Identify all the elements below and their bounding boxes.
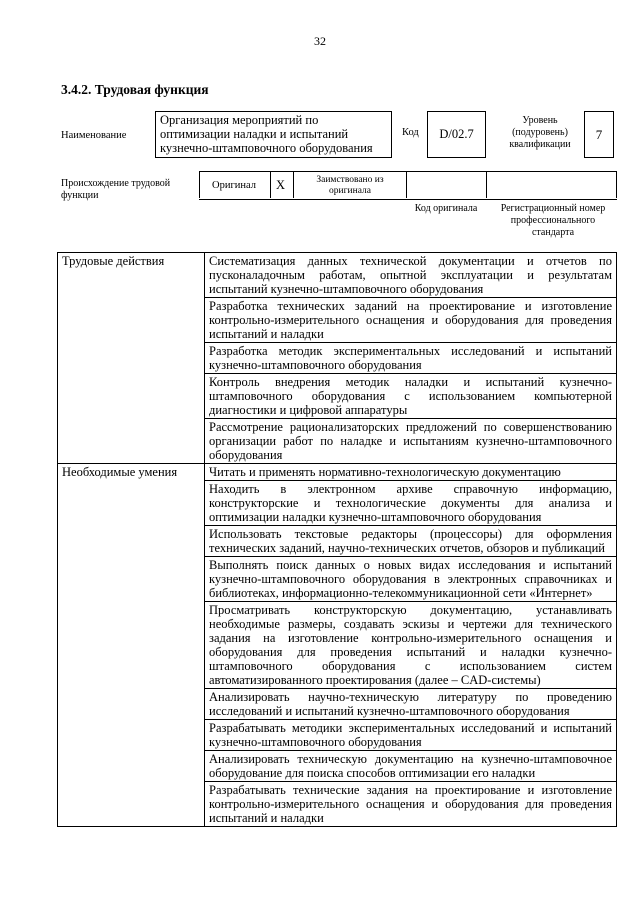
function-name-box [155,111,392,158]
table-cell: Разрабатывать технические задания на проектирование и изготовление контрольно-измерительного оснащения и оборудования для проведения испытаний и наладки [205,782,617,827]
code-label: Код [402,127,419,138]
origin-row [199,171,617,200]
level-value: 7 [595,126,603,142]
table-cell: Контроль внедрения методик наладки и испытаний кузнечно-штамповочного оборудования с использованием компьютерной диагностики и цифровой аппаратуры [205,374,617,419]
original-mark: X [276,178,286,192]
table-cell: Использовать текстовые редакторы (процессоры) для оформления технических заданий, научно-технических отчетов, обзоров и публикаций [205,526,617,557]
code-original-label: Код оригинала [414,203,478,214]
table-cell: Находить в электронном архиве справочную информацию, конструкторские и технологические документы для анализа и оптимизации наладки кузнечно-штамповочного оборудования [205,481,617,526]
level-label: Уровень (подуровень) квалификации [509,115,571,150]
table-cell: Разрабатывать методики экспериментальных исследований и испытаний кузнечно-штамповочного оборудования [205,720,617,751]
original-label: Оригинал [212,180,256,191]
table-cell: Выполнять поиск данных о новых видах исследования и испытаний кузнечно-штамповочного оборудования в электронных справочниках и библиотеках, информационно-телекоммуникационной сети «Интернет» [205,557,617,602]
table-cell: Анализировать научно-техническую литературу по проведению исследований и испытаний кузнечно-штамповочного оборудования [205,689,617,720]
function-table [57,252,617,827]
table-cell: Просматривать конструкторскую документацию, устанавливать необходимые размеры, создавать эскизы и чертежи для технического задания на изготовление контрольно-измерительного оснащения и оборудования для проведения испытаний и наладки кузнечно-штамповочного оборудования с использованием систем автоматизированного проектирования (далее – CAD-системы) [205,602,617,689]
table-cell: Разработка методик экспериментальных исследований и испытаний кузнечно-штамповочного оборудования [205,343,617,374]
table-cell: Анализировать техническую документацию на кузнечно-штамповочное оборудование для поиска способов оптимизации его наладки [205,751,617,782]
function-name-value: Организация мероприятий по оптимизации наладки и испытаний кузнечно-штамповочного оборудования [160,113,373,155]
category-required-skills: Необходимые умения [58,464,205,827]
category-labor-actions: Трудовые действия [58,253,205,464]
section-title: 3.4.2. Трудовая функция [61,82,209,97]
code-value-box [427,111,486,158]
name-label: Наименование [61,130,127,141]
origin-label: Происхождение трудовой функции [61,178,171,201]
table-cell: Систематизация данных технической документации и отчетов по пусконаладочным работам, опытной эксплуатации и результатам испытаний кузнечно-штамповочного оборудования [205,253,617,298]
page-number: 32 [314,34,326,48]
borrowed-label: Заимствовано из оригинала [316,175,384,196]
table-row [58,464,617,481]
table-row [58,253,617,298]
level-value-box [584,111,614,158]
code-value: D/02.7 [439,127,474,141]
table-cell: Читать и применять нормативно-технологическую документацию [205,464,617,481]
reg-number-label: Регистрационный номер профессионального стандарта [500,203,606,238]
table-cell: Рассмотрение рационализаторских предложений по совершенствованию организации работ по наладке и испытаниям кузнечно-штамповочного оборудования [205,419,617,464]
table-cell: Разработка технических заданий на проектирование и изготовление контрольно-измерительного оснащения и оборудования для проведения испытаний и наладки [205,298,617,343]
